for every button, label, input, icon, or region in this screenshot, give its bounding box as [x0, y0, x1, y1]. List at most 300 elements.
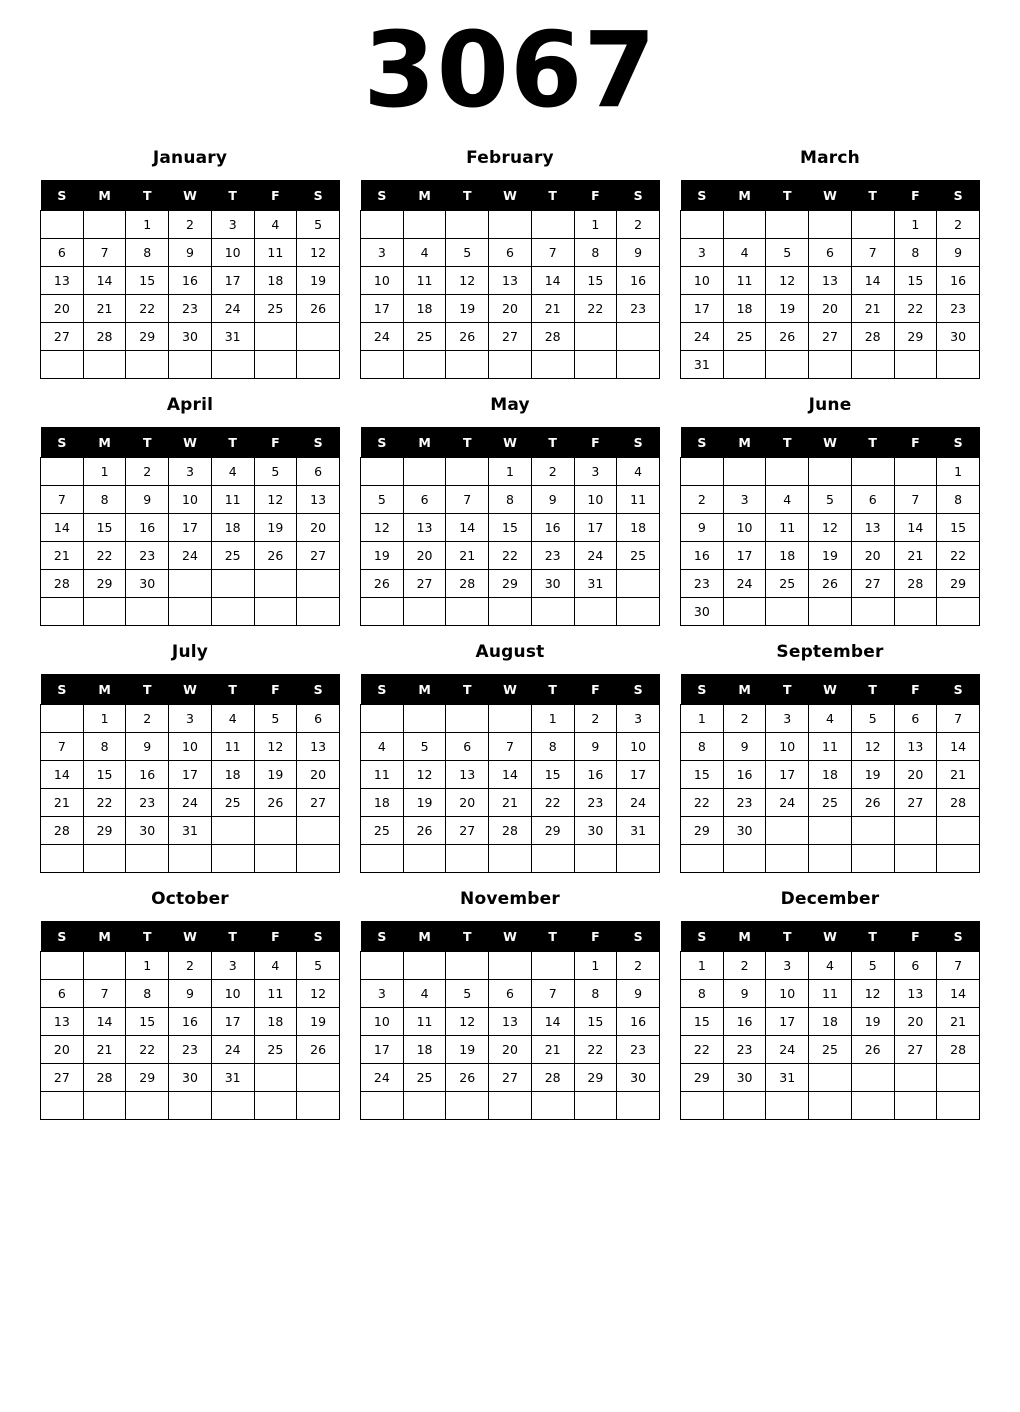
day-cell[interactable]: 3	[681, 239, 724, 267]
day-cell[interactable]: 28	[83, 1064, 126, 1092]
day-cell[interactable]: 27	[41, 1064, 84, 1092]
day-cell[interactable]: 30	[126, 570, 169, 598]
day-cell[interactable]: 15	[83, 761, 126, 789]
day-cell[interactable]: 16	[937, 267, 980, 295]
day-cell[interactable]: 21	[83, 1036, 126, 1064]
day-cell[interactable]: 3	[617, 705, 660, 733]
day-cell[interactable]: 7	[489, 733, 532, 761]
day-cell[interactable]: 14	[851, 267, 894, 295]
day-cell[interactable]: 28	[851, 323, 894, 351]
day-cell[interactable]: 31	[169, 817, 212, 845]
day-cell[interactable]: 25	[766, 570, 809, 598]
day-cell[interactable]: 28	[531, 1064, 574, 1092]
day-cell[interactable]: 28	[41, 817, 84, 845]
day-cell[interactable]: 3	[169, 458, 212, 486]
day-cell[interactable]: 30	[937, 323, 980, 351]
day-cell[interactable]: 25	[809, 789, 852, 817]
day-cell[interactable]: 4	[403, 980, 446, 1008]
day-cell[interactable]: 5	[446, 239, 489, 267]
day-cell[interactable]: 6	[489, 239, 532, 267]
day-cell[interactable]: 20	[489, 1036, 532, 1064]
day-cell[interactable]: 21	[937, 761, 980, 789]
day-cell[interactable]: 4	[361, 733, 404, 761]
day-cell[interactable]: 1	[126, 952, 169, 980]
day-cell[interactable]: 25	[211, 542, 254, 570]
day-cell[interactable]: 20	[41, 1036, 84, 1064]
day-cell[interactable]: 24	[574, 542, 617, 570]
day-cell[interactable]: 6	[851, 486, 894, 514]
day-cell[interactable]: 12	[851, 980, 894, 1008]
day-cell[interactable]: 14	[531, 1008, 574, 1036]
day-cell[interactable]: 11	[254, 239, 297, 267]
day-cell[interactable]: 15	[937, 514, 980, 542]
day-cell[interactable]: 24	[681, 323, 724, 351]
day-cell[interactable]: 10	[766, 733, 809, 761]
day-cell[interactable]: 3	[361, 980, 404, 1008]
day-cell[interactable]: 19	[809, 542, 852, 570]
day-cell[interactable]: 25	[211, 789, 254, 817]
day-cell[interactable]: 17	[169, 761, 212, 789]
day-cell[interactable]: 29	[894, 323, 937, 351]
day-cell[interactable]: 28	[83, 323, 126, 351]
day-cell[interactable]: 19	[851, 1008, 894, 1036]
day-cell[interactable]: 18	[809, 761, 852, 789]
day-cell[interactable]: 22	[574, 1036, 617, 1064]
day-cell[interactable]: 20	[894, 1008, 937, 1036]
day-cell[interactable]: 9	[937, 239, 980, 267]
day-cell[interactable]: 18	[254, 267, 297, 295]
day-cell[interactable]: 5	[766, 239, 809, 267]
day-cell[interactable]: 22	[126, 1036, 169, 1064]
day-cell[interactable]: 6	[297, 458, 340, 486]
day-cell[interactable]: 1	[894, 211, 937, 239]
day-cell[interactable]: 23	[723, 1036, 766, 1064]
day-cell[interactable]: 2	[723, 952, 766, 980]
day-cell[interactable]: 13	[446, 761, 489, 789]
day-cell[interactable]: 3	[574, 458, 617, 486]
day-cell[interactable]: 6	[297, 705, 340, 733]
day-cell[interactable]: 27	[489, 323, 532, 351]
day-cell[interactable]: 19	[446, 295, 489, 323]
day-cell[interactable]: 11	[766, 514, 809, 542]
day-cell[interactable]: 17	[361, 1036, 404, 1064]
day-cell[interactable]: 6	[403, 486, 446, 514]
day-cell[interactable]: 12	[254, 486, 297, 514]
day-cell[interactable]: 9	[617, 239, 660, 267]
day-cell[interactable]: 1	[937, 458, 980, 486]
day-cell[interactable]: 29	[83, 817, 126, 845]
day-cell[interactable]: 21	[41, 542, 84, 570]
day-cell[interactable]: 15	[126, 1008, 169, 1036]
day-cell[interactable]: 21	[83, 295, 126, 323]
day-cell[interactable]: 2	[126, 458, 169, 486]
day-cell[interactable]: 4	[766, 486, 809, 514]
day-cell[interactable]: 24	[169, 542, 212, 570]
day-cell[interactable]: 1	[681, 952, 724, 980]
day-cell[interactable]: 14	[937, 980, 980, 1008]
day-cell[interactable]: 27	[851, 570, 894, 598]
day-cell[interactable]: 20	[809, 295, 852, 323]
day-cell[interactable]: 8	[83, 733, 126, 761]
day-cell[interactable]: 31	[617, 817, 660, 845]
day-cell[interactable]: 15	[681, 761, 724, 789]
day-cell[interactable]: 27	[489, 1064, 532, 1092]
day-cell[interactable]: 14	[937, 733, 980, 761]
day-cell[interactable]: 26	[851, 1036, 894, 1064]
day-cell[interactable]: 1	[681, 705, 724, 733]
day-cell[interactable]: 17	[766, 1008, 809, 1036]
day-cell[interactable]: 4	[809, 705, 852, 733]
day-cell[interactable]: 4	[617, 458, 660, 486]
day-cell[interactable]: 1	[574, 211, 617, 239]
day-cell[interactable]: 19	[297, 1008, 340, 1036]
day-cell[interactable]: 12	[297, 980, 340, 1008]
day-cell[interactable]: 13	[809, 267, 852, 295]
day-cell[interactable]: 31	[574, 570, 617, 598]
day-cell[interactable]: 4	[809, 952, 852, 980]
day-cell[interactable]: 29	[937, 570, 980, 598]
day-cell[interactable]: 16	[169, 1008, 212, 1036]
day-cell[interactable]: 30	[126, 817, 169, 845]
day-cell[interactable]: 22	[83, 542, 126, 570]
day-cell[interactable]: 18	[403, 1036, 446, 1064]
day-cell[interactable]: 19	[403, 789, 446, 817]
day-cell[interactable]: 18	[361, 789, 404, 817]
day-cell[interactable]: 28	[937, 1036, 980, 1064]
day-cell[interactable]: 6	[809, 239, 852, 267]
day-cell[interactable]: 5	[446, 980, 489, 1008]
day-cell[interactable]: 8	[126, 239, 169, 267]
day-cell[interactable]: 19	[254, 514, 297, 542]
day-cell[interactable]: 26	[403, 817, 446, 845]
day-cell[interactable]: 3	[723, 486, 766, 514]
day-cell[interactable]: 6	[489, 980, 532, 1008]
day-cell[interactable]: 4	[211, 458, 254, 486]
day-cell[interactable]: 20	[851, 542, 894, 570]
day-cell[interactable]: 29	[574, 1064, 617, 1092]
day-cell[interactable]: 8	[489, 486, 532, 514]
day-cell[interactable]: 16	[723, 1008, 766, 1036]
day-cell[interactable]: 26	[297, 1036, 340, 1064]
day-cell[interactable]: 17	[211, 1008, 254, 1036]
day-cell[interactable]: 9	[126, 486, 169, 514]
day-cell[interactable]: 21	[41, 789, 84, 817]
day-cell[interactable]: 3	[211, 211, 254, 239]
day-cell[interactable]: 7	[83, 239, 126, 267]
day-cell[interactable]: 3	[169, 705, 212, 733]
day-cell[interactable]: 30	[169, 1064, 212, 1092]
day-cell[interactable]: 25	[723, 323, 766, 351]
day-cell[interactable]: 8	[531, 733, 574, 761]
day-cell[interactable]: 2	[169, 211, 212, 239]
day-cell[interactable]: 5	[297, 952, 340, 980]
day-cell[interactable]: 2	[574, 705, 617, 733]
day-cell[interactable]: 10	[361, 267, 404, 295]
day-cell[interactable]: 23	[723, 789, 766, 817]
day-cell[interactable]: 20	[297, 761, 340, 789]
day-cell[interactable]: 24	[211, 1036, 254, 1064]
day-cell[interactable]: 30	[531, 570, 574, 598]
day-cell[interactable]: 14	[894, 514, 937, 542]
day-cell[interactable]: 13	[41, 1008, 84, 1036]
day-cell[interactable]: 3	[361, 239, 404, 267]
day-cell[interactable]: 16	[531, 514, 574, 542]
day-cell[interactable]: 30	[617, 1064, 660, 1092]
day-cell[interactable]: 30	[723, 817, 766, 845]
day-cell[interactable]: 29	[489, 570, 532, 598]
day-cell[interactable]: 19	[361, 542, 404, 570]
day-cell[interactable]: 30	[574, 817, 617, 845]
day-cell[interactable]: 25	[254, 295, 297, 323]
day-cell[interactable]: 3	[766, 952, 809, 980]
day-cell[interactable]: 9	[723, 733, 766, 761]
day-cell[interactable]: 7	[937, 952, 980, 980]
day-cell[interactable]: 29	[681, 817, 724, 845]
day-cell[interactable]: 26	[851, 789, 894, 817]
day-cell[interactable]: 2	[723, 705, 766, 733]
day-cell[interactable]: 7	[531, 239, 574, 267]
day-cell[interactable]: 2	[531, 458, 574, 486]
day-cell[interactable]: 10	[681, 267, 724, 295]
day-cell[interactable]: 7	[83, 980, 126, 1008]
day-cell[interactable]: 15	[681, 1008, 724, 1036]
day-cell[interactable]: 15	[894, 267, 937, 295]
day-cell[interactable]: 18	[211, 761, 254, 789]
day-cell[interactable]: 18	[617, 514, 660, 542]
day-cell[interactable]: 28	[531, 323, 574, 351]
day-cell[interactable]: 25	[809, 1036, 852, 1064]
day-cell[interactable]: 11	[403, 1008, 446, 1036]
day-cell[interactable]: 16	[681, 542, 724, 570]
day-cell[interactable]: 10	[211, 980, 254, 1008]
day-cell[interactable]: 5	[403, 733, 446, 761]
day-cell[interactable]: 6	[894, 952, 937, 980]
day-cell[interactable]: 11	[254, 980, 297, 1008]
day-cell[interactable]: 12	[403, 761, 446, 789]
day-cell[interactable]: 8	[681, 733, 724, 761]
day-cell[interactable]: 27	[894, 789, 937, 817]
day-cell[interactable]: 24	[766, 789, 809, 817]
day-cell[interactable]: 13	[41, 267, 84, 295]
day-cell[interactable]: 9	[617, 980, 660, 1008]
day-cell[interactable]: 11	[403, 267, 446, 295]
day-cell[interactable]: 27	[809, 323, 852, 351]
day-cell[interactable]: 4	[254, 952, 297, 980]
day-cell[interactable]: 19	[297, 267, 340, 295]
day-cell[interactable]: 22	[681, 789, 724, 817]
day-cell[interactable]: 7	[894, 486, 937, 514]
day-cell[interactable]: 19	[851, 761, 894, 789]
day-cell[interactable]: 18	[809, 1008, 852, 1036]
day-cell[interactable]: 22	[894, 295, 937, 323]
day-cell[interactable]: 10	[361, 1008, 404, 1036]
day-cell[interactable]: 13	[851, 514, 894, 542]
day-cell[interactable]: 27	[446, 817, 489, 845]
day-cell[interactable]: 30	[169, 323, 212, 351]
day-cell[interactable]: 31	[766, 1064, 809, 1092]
day-cell[interactable]: 12	[851, 733, 894, 761]
day-cell[interactable]: 2	[169, 952, 212, 980]
day-cell[interactable]: 1	[489, 458, 532, 486]
day-cell[interactable]: 12	[361, 514, 404, 542]
day-cell[interactable]: 8	[83, 486, 126, 514]
day-cell[interactable]: 15	[574, 267, 617, 295]
day-cell[interactable]: 4	[211, 705, 254, 733]
day-cell[interactable]: 29	[531, 817, 574, 845]
day-cell[interactable]: 26	[254, 789, 297, 817]
day-cell[interactable]: 14	[446, 514, 489, 542]
day-cell[interactable]: 12	[766, 267, 809, 295]
day-cell[interactable]: 11	[211, 486, 254, 514]
day-cell[interactable]: 9	[723, 980, 766, 1008]
day-cell[interactable]: 28	[894, 570, 937, 598]
day-cell[interactable]: 28	[446, 570, 489, 598]
day-cell[interactable]: 8	[126, 980, 169, 1008]
day-cell[interactable]: 24	[361, 1064, 404, 1092]
day-cell[interactable]: 29	[681, 1064, 724, 1092]
day-cell[interactable]: 9	[126, 733, 169, 761]
day-cell[interactable]: 12	[446, 267, 489, 295]
day-cell[interactable]: 5	[254, 458, 297, 486]
day-cell[interactable]: 10	[766, 980, 809, 1008]
day-cell[interactable]: 4	[403, 239, 446, 267]
day-cell[interactable]: 23	[531, 542, 574, 570]
day-cell[interactable]: 25	[403, 1064, 446, 1092]
day-cell[interactable]: 31	[211, 323, 254, 351]
day-cell[interactable]: 8	[574, 980, 617, 1008]
day-cell[interactable]: 26	[297, 295, 340, 323]
day-cell[interactable]: 25	[617, 542, 660, 570]
day-cell[interactable]: 23	[681, 570, 724, 598]
day-cell[interactable]: 19	[446, 1036, 489, 1064]
day-cell[interactable]: 11	[361, 761, 404, 789]
day-cell[interactable]: 11	[809, 733, 852, 761]
day-cell[interactable]: 5	[809, 486, 852, 514]
day-cell[interactable]: 15	[531, 761, 574, 789]
day-cell[interactable]: 22	[126, 295, 169, 323]
day-cell[interactable]: 23	[617, 295, 660, 323]
day-cell[interactable]: 28	[489, 817, 532, 845]
day-cell[interactable]: 7	[41, 486, 84, 514]
day-cell[interactable]: 30	[681, 598, 724, 626]
day-cell[interactable]: 10	[169, 733, 212, 761]
day-cell[interactable]: 4	[723, 239, 766, 267]
day-cell[interactable]: 10	[211, 239, 254, 267]
day-cell[interactable]: 9	[169, 239, 212, 267]
day-cell[interactable]: 8	[681, 980, 724, 1008]
day-cell[interactable]: 23	[617, 1036, 660, 1064]
day-cell[interactable]: 25	[361, 817, 404, 845]
day-cell[interactable]: 18	[723, 295, 766, 323]
day-cell[interactable]: 16	[126, 514, 169, 542]
day-cell[interactable]: 28	[937, 789, 980, 817]
day-cell[interactable]: 17	[169, 514, 212, 542]
day-cell[interactable]: 29	[126, 1064, 169, 1092]
day-cell[interactable]: 21	[446, 542, 489, 570]
day-cell[interactable]: 18	[403, 295, 446, 323]
day-cell[interactable]: 21	[531, 1036, 574, 1064]
day-cell[interactable]: 16	[723, 761, 766, 789]
day-cell[interactable]: 13	[894, 733, 937, 761]
day-cell[interactable]: 15	[574, 1008, 617, 1036]
day-cell[interactable]: 27	[403, 570, 446, 598]
day-cell[interactable]: 10	[723, 514, 766, 542]
day-cell[interactable]: 7	[446, 486, 489, 514]
day-cell[interactable]: 2	[937, 211, 980, 239]
day-cell[interactable]: 23	[937, 295, 980, 323]
day-cell[interactable]: 23	[126, 789, 169, 817]
day-cell[interactable]: 26	[446, 323, 489, 351]
day-cell[interactable]: 20	[446, 789, 489, 817]
day-cell[interactable]: 1	[83, 458, 126, 486]
day-cell[interactable]: 16	[617, 1008, 660, 1036]
day-cell[interactable]: 18	[211, 514, 254, 542]
day-cell[interactable]: 8	[937, 486, 980, 514]
day-cell[interactable]: 5	[851, 952, 894, 980]
day-cell[interactable]: 29	[126, 323, 169, 351]
day-cell[interactable]: 13	[489, 267, 532, 295]
day-cell[interactable]: 23	[126, 542, 169, 570]
day-cell[interactable]: 14	[489, 761, 532, 789]
day-cell[interactable]: 20	[41, 295, 84, 323]
day-cell[interactable]: 11	[617, 486, 660, 514]
day-cell[interactable]: 24	[723, 570, 766, 598]
day-cell[interactable]: 19	[254, 761, 297, 789]
day-cell[interactable]: 12	[254, 733, 297, 761]
day-cell[interactable]: 13	[489, 1008, 532, 1036]
day-cell[interactable]: 14	[531, 267, 574, 295]
day-cell[interactable]: 31	[211, 1064, 254, 1092]
day-cell[interactable]: 27	[41, 323, 84, 351]
day-cell[interactable]: 14	[41, 514, 84, 542]
day-cell[interactable]: 5	[297, 211, 340, 239]
day-cell[interactable]: 10	[617, 733, 660, 761]
day-cell[interactable]: 28	[41, 570, 84, 598]
day-cell[interactable]: 11	[809, 980, 852, 1008]
day-cell[interactable]: 7	[531, 980, 574, 1008]
day-cell[interactable]: 4	[254, 211, 297, 239]
day-cell[interactable]: 18	[766, 542, 809, 570]
day-cell[interactable]: 6	[446, 733, 489, 761]
day-cell[interactable]: 23	[169, 295, 212, 323]
day-cell[interactable]: 24	[617, 789, 660, 817]
day-cell[interactable]: 29	[83, 570, 126, 598]
day-cell[interactable]: 17	[617, 761, 660, 789]
day-cell[interactable]: 24	[169, 789, 212, 817]
day-cell[interactable]: 7	[851, 239, 894, 267]
day-cell[interactable]: 14	[83, 267, 126, 295]
day-cell[interactable]: 22	[489, 542, 532, 570]
day-cell[interactable]: 14	[41, 761, 84, 789]
day-cell[interactable]: 10	[169, 486, 212, 514]
day-cell[interactable]: 6	[41, 980, 84, 1008]
day-cell[interactable]: 7	[937, 705, 980, 733]
day-cell[interactable]: 1	[126, 211, 169, 239]
day-cell[interactable]: 12	[297, 239, 340, 267]
day-cell[interactable]: 24	[211, 295, 254, 323]
day-cell[interactable]: 21	[851, 295, 894, 323]
day-cell[interactable]: 17	[681, 295, 724, 323]
day-cell[interactable]: 27	[297, 542, 340, 570]
day-cell[interactable]: 2	[126, 705, 169, 733]
day-cell[interactable]: 17	[361, 295, 404, 323]
day-cell[interactable]: 26	[766, 323, 809, 351]
day-cell[interactable]: 1	[83, 705, 126, 733]
day-cell[interactable]: 2	[617, 211, 660, 239]
day-cell[interactable]: 7	[41, 733, 84, 761]
day-cell[interactable]: 25	[403, 323, 446, 351]
day-cell[interactable]: 11	[723, 267, 766, 295]
